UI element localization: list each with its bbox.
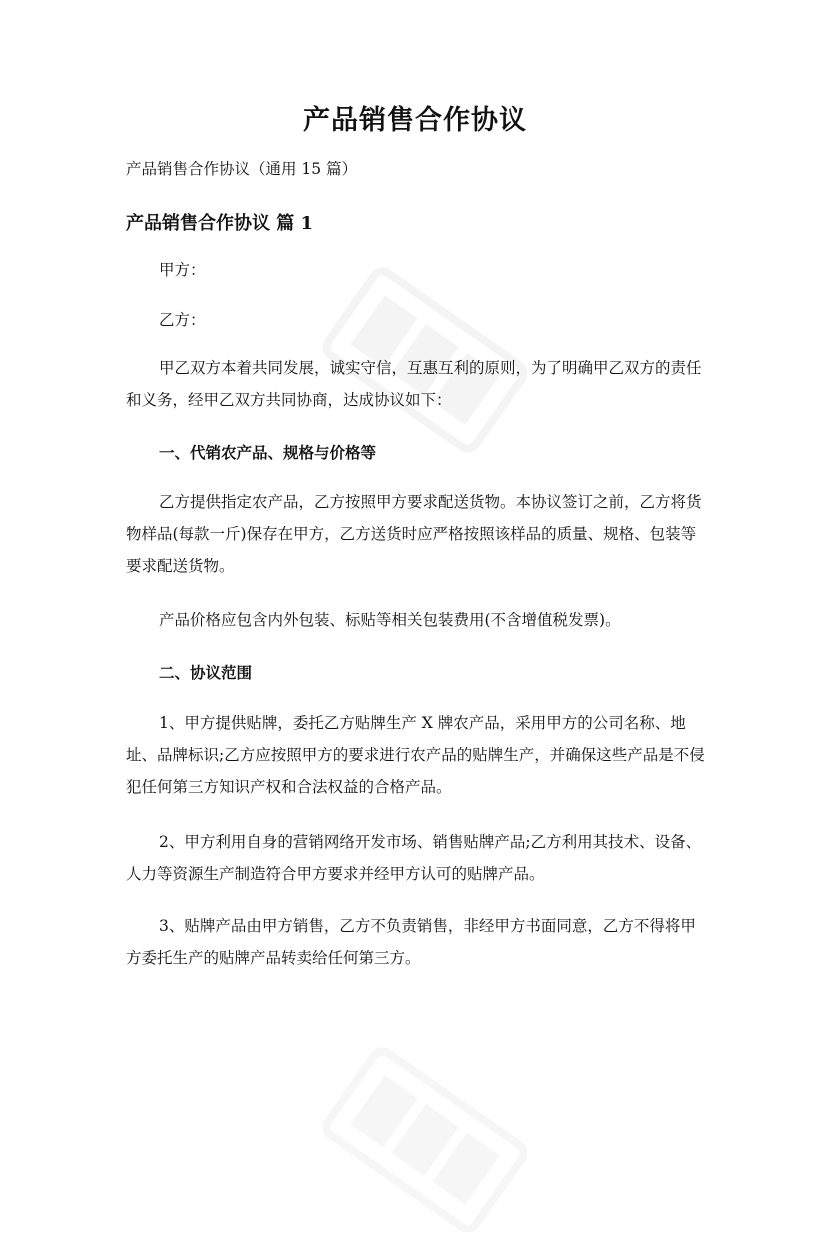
party-a-line: 甲方： xyxy=(159,261,206,279)
clause-1-paragraph-2: 产品价格应包含内外包装、标贴等相关包装费用(不含增值税发票)。 xyxy=(159,611,621,629)
clause-heading-1: 一、代销农产品、规格与价格等 xyxy=(159,443,377,462)
party-b-line: 乙方： xyxy=(159,311,206,329)
clause-heading-2: 二、协议范围 xyxy=(159,663,253,682)
document-subtitle: 产品销售合作协议（通用 15 篇） xyxy=(126,160,358,178)
clause-2-item-3: 3、贴牌产品由甲方销售，乙方不负责销售，非经甲方书面同意，乙方不得将甲方委托生产的贴牌产品转卖给任何第三方。 xyxy=(126,917,696,967)
section-heading: 产品销售合作协议 篇 1 xyxy=(126,213,314,234)
clause-2-item-1: 1、甲方提供贴牌，委托乙方贴牌生产 X 牌农产品，采用甲方的公司名称、地址、品牌标识;乙方应按照甲方的要求进行农产品的贴牌生产，并确保这些产品是不侵犯任何第三方知识产权和合法权益的合格产品。 xyxy=(126,714,705,796)
preamble-paragraph: 甲乙双方本着共同发展，诚实守信，互惠互利的原则，为了明确甲乙双方的责任和义务，经甲乙双方共同协商，达成协议如下： xyxy=(126,359,702,409)
clause-1-paragraph-1: 乙方提供指定农产品，乙方按照甲方要求配送货物。本协议签订之前，乙方将货物样品(每款一斤)保存在甲方，乙方送货时应严格按照该样品的质量、规格、包装等要求配送货物。 xyxy=(126,493,702,575)
clause-2-item-2: 2、甲方利用自身的营销网络开发市场、销售贴牌产品;乙方利用其技术、设备、人力等资源生产制造符合甲方要求并经甲方认可的贴牌产品。 xyxy=(126,833,702,883)
watermark-logo-bottom xyxy=(313,1036,537,1243)
document-title: 产品销售合作协议 xyxy=(303,105,527,136)
